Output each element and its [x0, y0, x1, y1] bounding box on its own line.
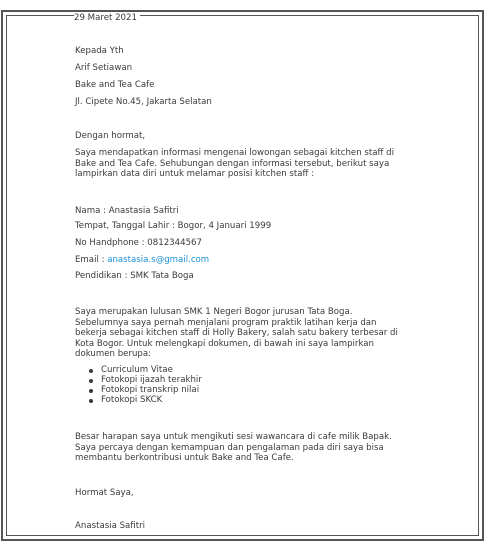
intro-line: Saya mendapatkan informasi mengenai lowongan sebagai kitchen staff di: [75, 148, 394, 158]
recipient-address: Jl. Cipete No.45, Jakarta Selatan: [75, 97, 212, 107]
closing-paragraph: [75, 432, 435, 464]
list-item: Fotokopi transkrip nilai: [88, 385, 202, 395]
recipient-name: Arif Setiawan: [75, 63, 133, 73]
list-item: Fotokopi SKCK: [88, 395, 202, 405]
closing-line: Saya percaya dengan kemampuan dan pengalaman pada diri saya bisa: [75, 442, 384, 453]
recipient-salutation: Kepada Yth: [75, 46, 124, 56]
letter-date: 29 Maret 2021: [74, 13, 140, 24]
recipient-company: Bake and Tea Cafe: [75, 80, 155, 90]
body-line: Saya merupakan lulusan SMK 1 Negeri Bogor jurusan Tata Boga.: [75, 307, 353, 317]
applicant-birth: Tempat, Tanggal Lahir : Bogor, 4 Januari 1999: [75, 221, 272, 231]
signature-name: Anastasia Safitri: [75, 521, 145, 531]
email-link[interactable]: anastasia.s@gmail.com: [107, 255, 210, 265]
applicant-education: Pendidikan : SMK Tata Boga: [75, 271, 194, 281]
intro-line: Bake and Tea Cafe. Sehubungan dengan informasi tersebut, berikut saya: [75, 158, 390, 169]
email-label: Email :: [75, 255, 108, 265]
body-line: Kota Bogor. Untuk melengkapi dokumen, di bawah ini saya lampirkan: [75, 338, 374, 349]
body-line: bekerja sebagai kitchen staff di Holly Bakery, salah satu bakery terbesar di: [75, 328, 398, 339]
applicant-name: Nama : Anastasia Safitri: [75, 206, 179, 216]
body-line: Sebelumnya saya pernah menjalani program praktik latihan kerja dan: [75, 317, 377, 328]
applicant-email-row: [75, 255, 209, 266]
list-item: Fotokopi ijazah terakhir: [88, 375, 202, 385]
document-list: [88, 365, 202, 405]
signoff: Hormat Saya,: [75, 488, 134, 498]
applicant-phone: No Handphone : 0812344567: [75, 238, 202, 248]
greeting: Dengan hormat,: [75, 131, 146, 141]
closing-line: Besar harapan saya untuk mengikuti sesi wawancara di cafe milik Bapak.: [75, 432, 392, 442]
intro-paragraph: [75, 148, 435, 180]
body-paragraph: [75, 307, 435, 360]
closing-line: membantu berkontribusi untuk Bake and Tea Cafe.: [75, 453, 294, 464]
intro-line: lampirkan data diri untuk melamar posisi kitchen staff :: [75, 169, 315, 180]
list-item: Curriculum Vitae: [88, 365, 202, 375]
body-line: dokumen berupa:: [75, 349, 152, 360]
